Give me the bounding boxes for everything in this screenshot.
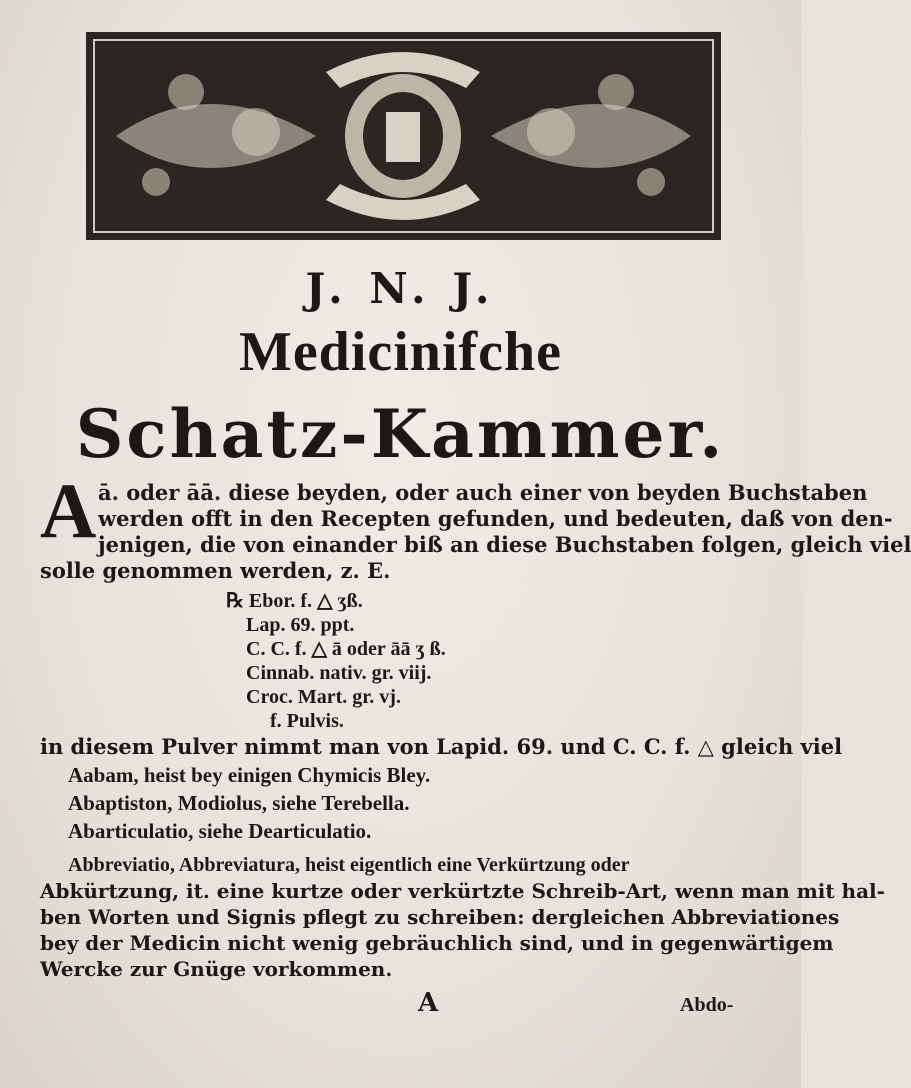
after-recipe-text: in diesem Pulver nimmt man von Lapid. 69. und C. C. f. △ gleich viel (40, 734, 843, 759)
recipe-line-5: Croc. Mart. gr. vj. (246, 686, 401, 708)
signature-mark: A (418, 988, 439, 1018)
title-initials: J. N. J. (305, 264, 496, 313)
entry-aa-line-4: solle genommen werden, z. E. (40, 558, 391, 583)
entry-aa-line-2: werden offt in den Recepten gefunden, und bedeuten, daß von den- (98, 506, 893, 531)
entry-aa-line-1: ā. oder āā. diese beyden, oder auch einer von beyden Buchstaben (98, 480, 868, 505)
ornamental-headpiece (86, 32, 721, 240)
entry-abbreviatio-line-4: bey der Medicin nicht wenig gebräuchlich sind, und in gegenwärtigem (40, 931, 834, 955)
entry-abarticulatio: Abarticulatio, siehe Dearticulatio. (68, 819, 372, 843)
entry-abaptiston: Abaptiston, Modiolus, siehe Terebella. (68, 791, 410, 815)
entry-abbreviatio-line-5: Wercke zur Gnüge vorkommen. (40, 957, 393, 981)
title-medicinische: Medicinifche (238, 321, 563, 383)
entry-aabam: Aabam, heist bey einigen Chymicis Bley. (68, 763, 431, 787)
entry-abbreviatio-line-2: Abkürtzung, it. eine kurtze oder verkürtzte Schreib-Art, wenn man mit hal- (40, 879, 885, 903)
entry-abbreviatio-line-1: Abbreviatio, Abbreviatura, heist eigentlich eine Verkürtzung oder (68, 854, 630, 876)
drop-cap-letter: A (40, 467, 97, 554)
entry-aa-line-3: jenigen, die von einander biß an diese Buchstaben folgen, gleich viel (98, 532, 911, 557)
recipe-line-6: f. Pulvis. (270, 710, 344, 732)
recipe-line-1: ℞ Ebor. f. △ ʒß. (226, 590, 363, 612)
recipe-line-3: C. C. f. △ ā oder āā ʒ ß. (246, 638, 446, 660)
recipe-line-2: Lap. 69. ppt. (246, 614, 355, 636)
catchword: Abdo- (680, 994, 734, 1016)
entry-abbreviatio-line-3: ben Worten und Signis pflegt zu schreiben: dergleichen Abbreviationes (40, 905, 840, 929)
recipe-line-4: Cinnab. nativ. gr. viij. (246, 662, 432, 684)
title-schatz-kammer: Schatz-Kammer. (75, 395, 726, 473)
